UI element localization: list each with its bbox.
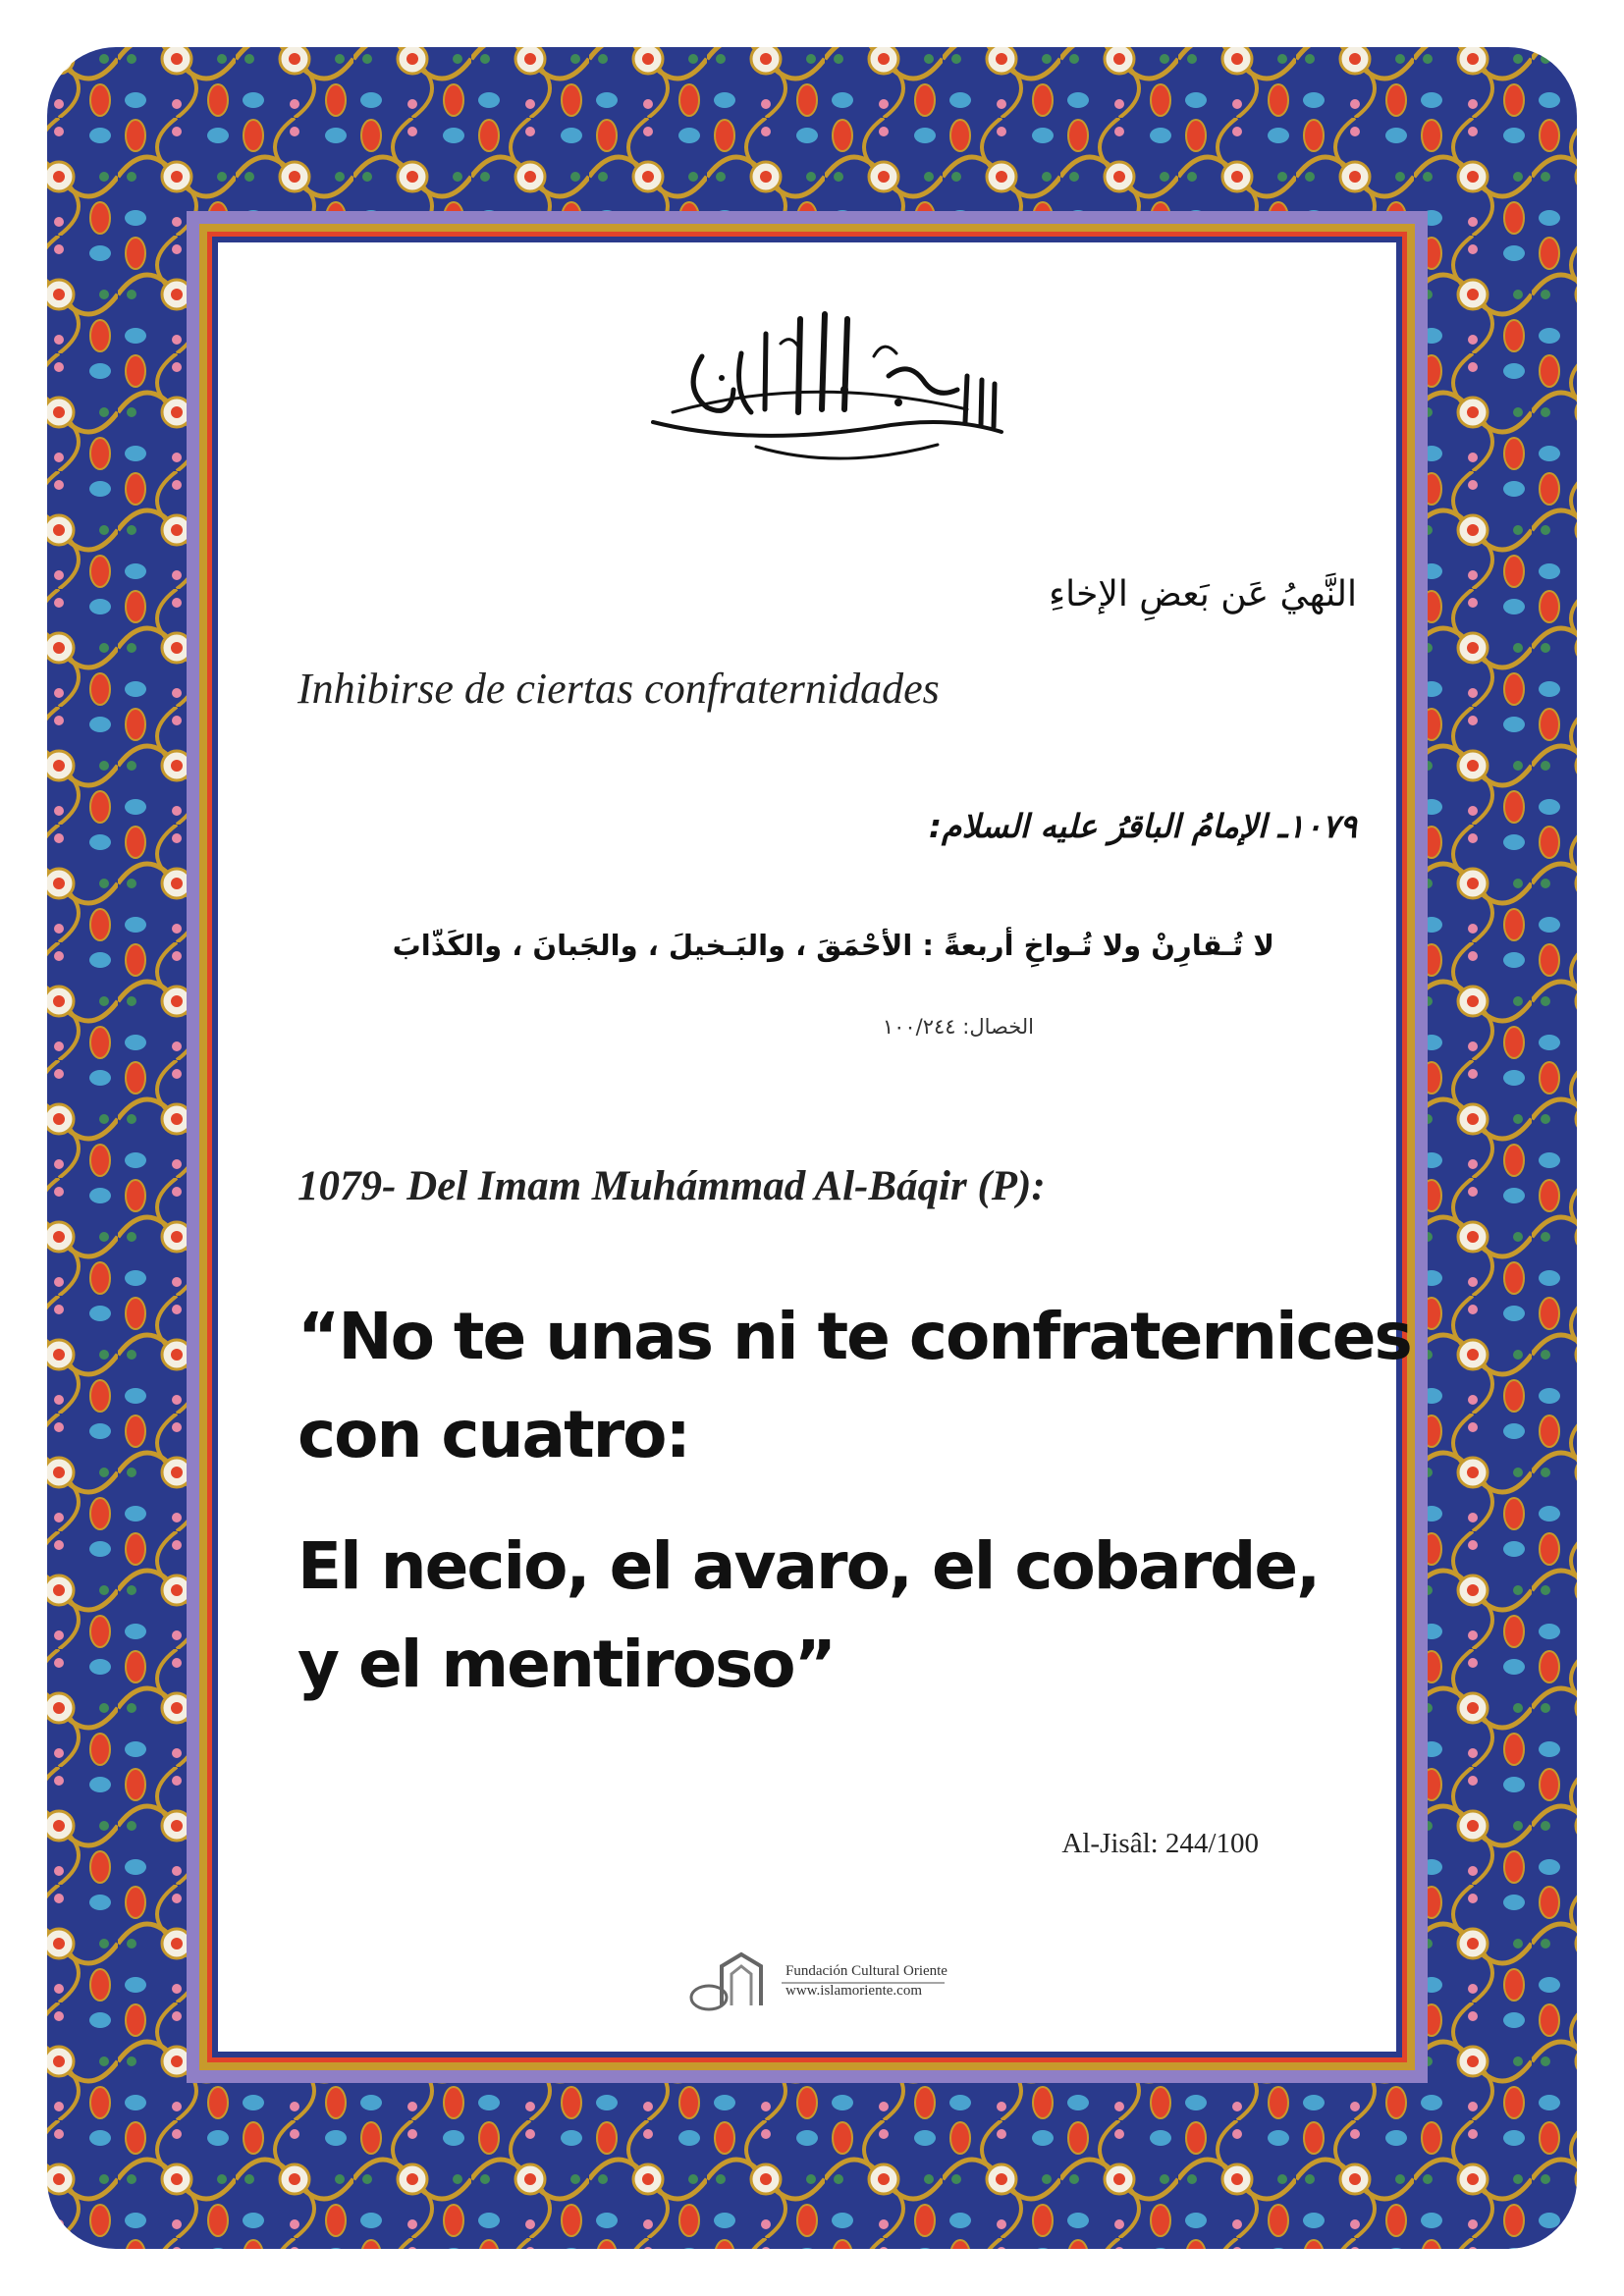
spanish-heading: Inhibirse de ciertas confraternidades <box>298 665 940 713</box>
arabic-heading: النَّهيُ عَن بَعضِ الإخاءِ <box>1049 574 1357 614</box>
quote-line: El necio, el avaro, el cobarde, <box>298 1528 1320 1604</box>
spanish-source: Al-Jisâl: 244/100 <box>1061 1828 1259 1859</box>
arabic-hadith-intro: ١٠٧٩ـ الإمامُ الباقرُ عليه السلام: <box>928 807 1357 845</box>
content-panel <box>218 242 1411 2052</box>
quote-line: con cuatro: <box>298 1397 689 1472</box>
quote-line: “No te unas ni te confraternices <box>298 1299 1411 1374</box>
foundation-name: Fundación Cultural Oriente <box>785 1963 947 1979</box>
basmala-calligraphy <box>643 299 1011 476</box>
quote-spacer <box>298 1484 1309 1518</box>
quote-line: y el mentiroso” <box>298 1627 835 1702</box>
arabic-hadith-text: لا تُـقارِنْ ولا تُـواخِ أربعةً : الأحْمَقَ ، والبَـخيلَ ، والجَبانَ ، والكَذّابَ <box>392 929 1274 962</box>
arabic-source: الخصال: ١٠٠/٢٤٤ <box>882 1015 1034 1039</box>
spanish-quote <box>298 1288 1411 1714</box>
spanish-hadith-intro: 1079- Del Imam Muhámmad Al-Báqir (P): <box>298 1163 1046 1209</box>
foundation-url[interactable]: www.islamoriente.com <box>785 1983 922 1999</box>
